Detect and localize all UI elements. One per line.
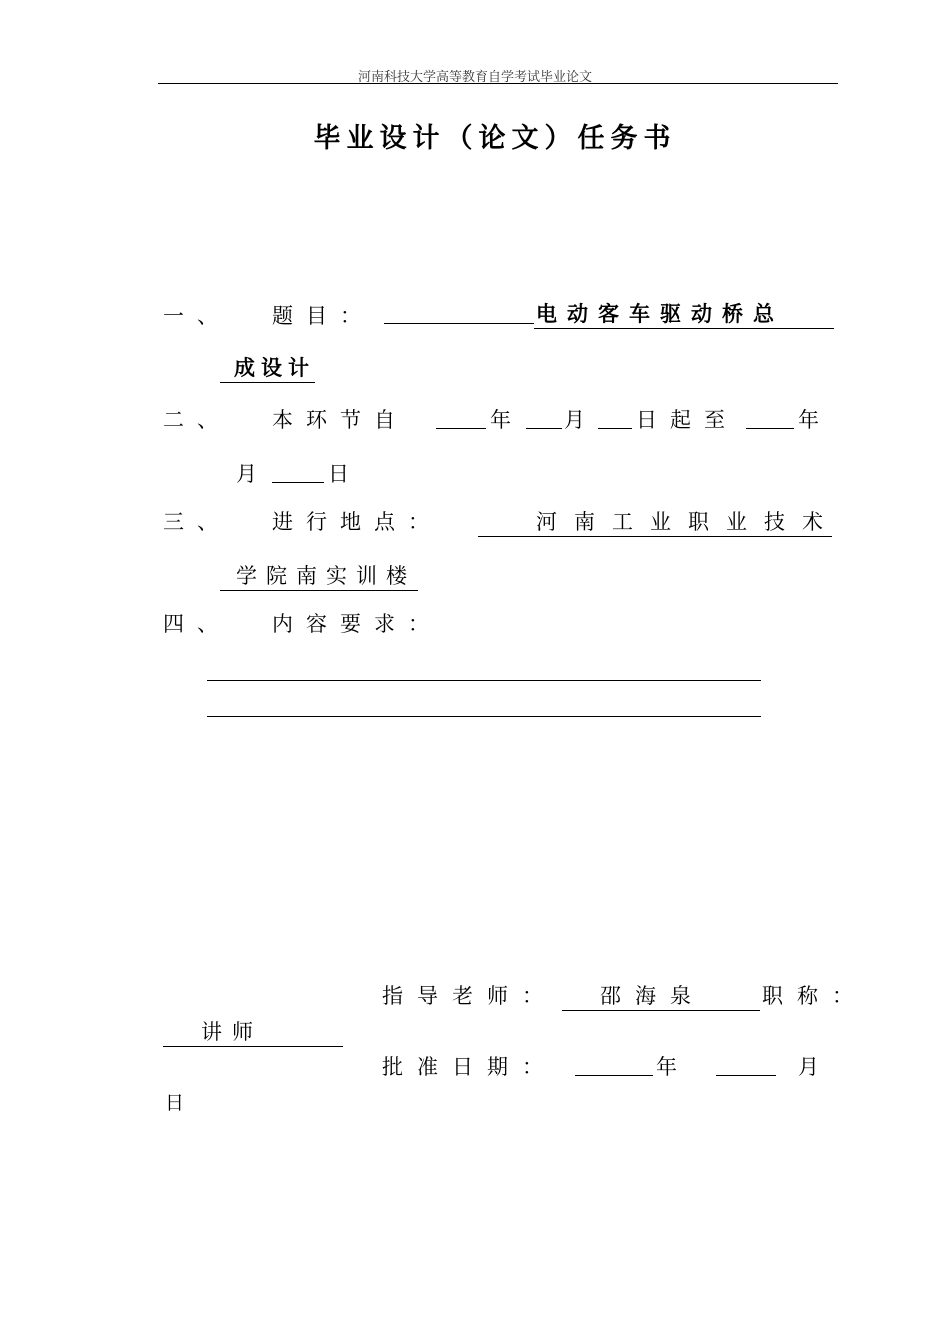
- header-rule: [158, 83, 838, 84]
- approval-day-label: 日: [165, 1092, 198, 1114]
- advisor-name: 邵海泉: [562, 980, 760, 1011]
- advisor-title-value: 讲师: [163, 1016, 343, 1047]
- item1-blank-line: [384, 323, 534, 324]
- item1-value-line2: 成设计: [220, 352, 315, 383]
- item3-value-line2: 学院南实训楼: [220, 560, 418, 591]
- item2-month-label: 月: [564, 408, 598, 432]
- approval-month-blank: [716, 1075, 776, 1076]
- item2-month2-label: 月: [236, 462, 270, 486]
- item3-label: 进行地点：: [272, 510, 442, 534]
- approval-year-blank: [575, 1075, 653, 1076]
- item1-value-line1: 电动客车驱动桥总: [534, 298, 834, 329]
- item2-year-blank: [436, 428, 486, 429]
- item2-year2-blank: [746, 428, 794, 429]
- item3-value-line1: 河南工业职业技术: [478, 506, 832, 537]
- item2-day-blank: [598, 428, 632, 429]
- item2-number: 二、: [163, 408, 231, 432]
- item4-label: 内容要求：: [272, 612, 442, 636]
- item2-day-from-label: 日起至: [636, 408, 738, 432]
- advisor-title-label: 职称：: [762, 984, 867, 1008]
- item2-year-label: 年: [490, 408, 524, 432]
- approval-label: 批准日期：: [382, 1055, 557, 1079]
- advisor-label: 指导老师：: [382, 984, 557, 1008]
- item2-day2-blank: [272, 482, 324, 483]
- item1-number: 一、: [163, 304, 231, 328]
- item4-number: 四、: [163, 612, 231, 636]
- item2-month-blank: [526, 428, 562, 429]
- document-title: 毕业设计（论文）任务书: [313, 123, 677, 154]
- item3-number: 三、: [163, 510, 231, 534]
- item2-label: 本环节自: [272, 408, 408, 432]
- approval-year-label: 年: [656, 1055, 690, 1079]
- content-requirement-line-2: [207, 716, 761, 717]
- page-header: 河南科技大学高等教育自学考试毕业论文: [357, 70, 592, 85]
- item2-year2-label: 年: [798, 408, 832, 432]
- item1-label: 题目：: [272, 304, 374, 328]
- content-requirement-line-1: [207, 680, 761, 681]
- approval-month-label: 月: [798, 1055, 832, 1079]
- item2-day2-label: 日: [328, 462, 362, 486]
